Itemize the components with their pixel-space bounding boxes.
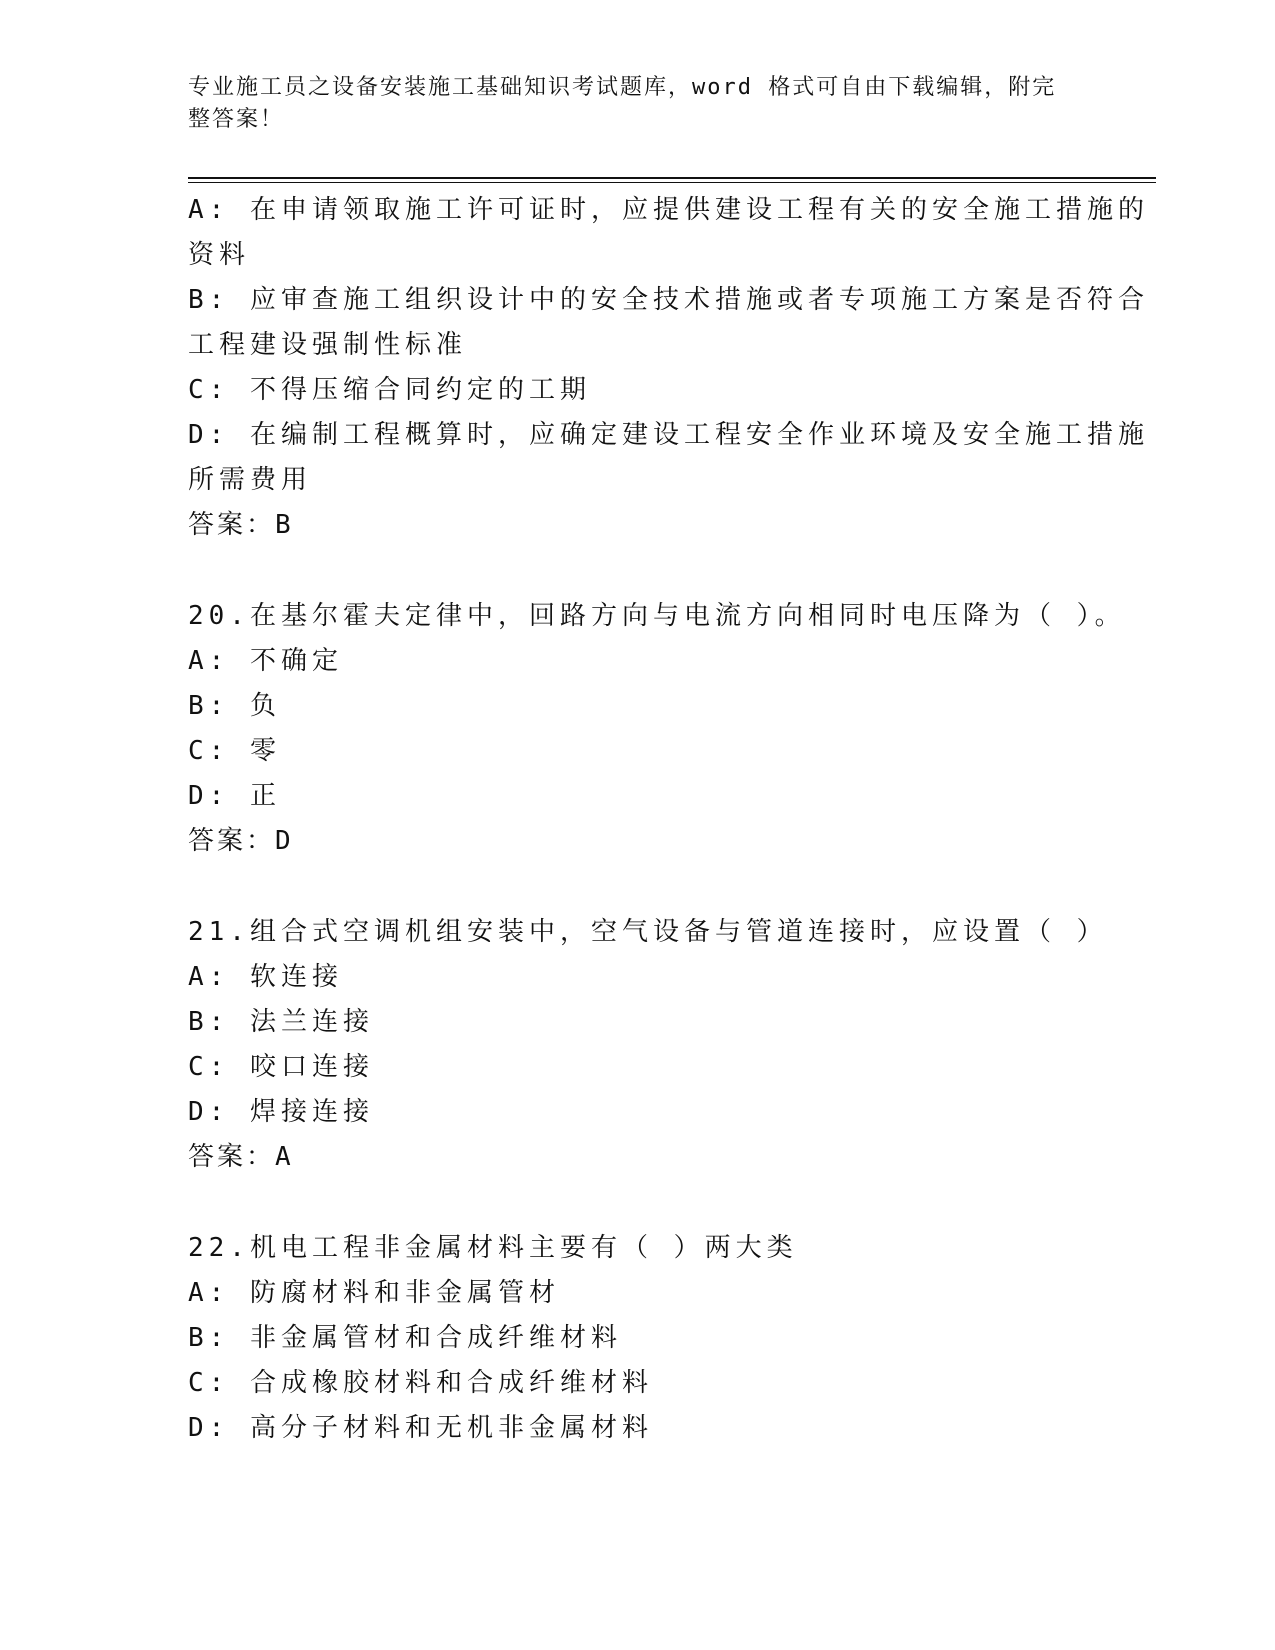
option-b-cont: 工程建设强制性标准	[188, 330, 468, 360]
header-line-1: 专业施工员之设备安装施工基础知识考试题库，word 格式可自由下载编辑，附完	[188, 75, 1057, 100]
question-block-22	[188, 1226, 1088, 1451]
option-b: B: 法兰连接	[188, 1007, 374, 1037]
question-title: 20.在基尔霍夫定律中，回路方向与电流方向相同时电压降为（ ）。	[188, 601, 1126, 631]
option-c: C: 合成橡胶材料和合成纤维材料	[188, 1368, 653, 1398]
option-d-cont: 所需费用	[188, 465, 313, 495]
option-d: D: 在编制工程概算时，应确定建设工程安全作业环境及安全施工措施	[188, 420, 1149, 450]
question-block-19	[188, 188, 1149, 548]
option-a: A: 不确定	[188, 646, 343, 676]
option-a: A: 软连接	[188, 962, 343, 992]
header-divider-thin	[188, 182, 1156, 183]
question-list	[188, 188, 1149, 1451]
question-title: 22.机电工程非金属材料主要有（ ）两大类	[188, 1233, 798, 1263]
header-line-2: 整答案！	[188, 107, 285, 132]
option-d: D: 正	[188, 781, 281, 811]
answer: 答案：D	[188, 826, 294, 856]
answer: 答案：B	[188, 510, 294, 540]
document-header	[188, 72, 1068, 136]
option-a: A: 防腐材料和非金属管材	[188, 1278, 560, 1308]
option-a-cont: 资料	[188, 240, 251, 270]
spacer	[188, 548, 1088, 594]
option-c: C: 不得压缩合同约定的工期	[188, 375, 591, 405]
option-d: D: 高分子材料和无机非金属材料	[188, 1413, 653, 1443]
option-b: B: 非金属管材和合成纤维材料	[188, 1323, 622, 1353]
question-block-20	[188, 594, 1126, 864]
option-b: B: 负	[188, 691, 281, 721]
question-block-21	[188, 910, 1108, 1180]
option-b: B: 应审查施工组织设计中的安全技术措施或者专项施工方案是否符合	[188, 285, 1149, 315]
question-title: 21.组合式空调机组安装中，空气设备与管道连接时，应设置（ ）	[188, 917, 1108, 947]
option-c: C: 咬口连接	[188, 1052, 374, 1082]
answer: 答案：A	[188, 1142, 294, 1172]
header-divider-thick	[188, 177, 1156, 179]
option-c: C: 零	[188, 736, 281, 766]
option-d: D: 焊接连接	[188, 1097, 374, 1127]
option-a: A: 在申请领取施工许可证时，应提供建设工程有关的安全施工措施的	[188, 195, 1149, 225]
spacer	[188, 864, 1088, 910]
spacer	[188, 1180, 1088, 1226]
